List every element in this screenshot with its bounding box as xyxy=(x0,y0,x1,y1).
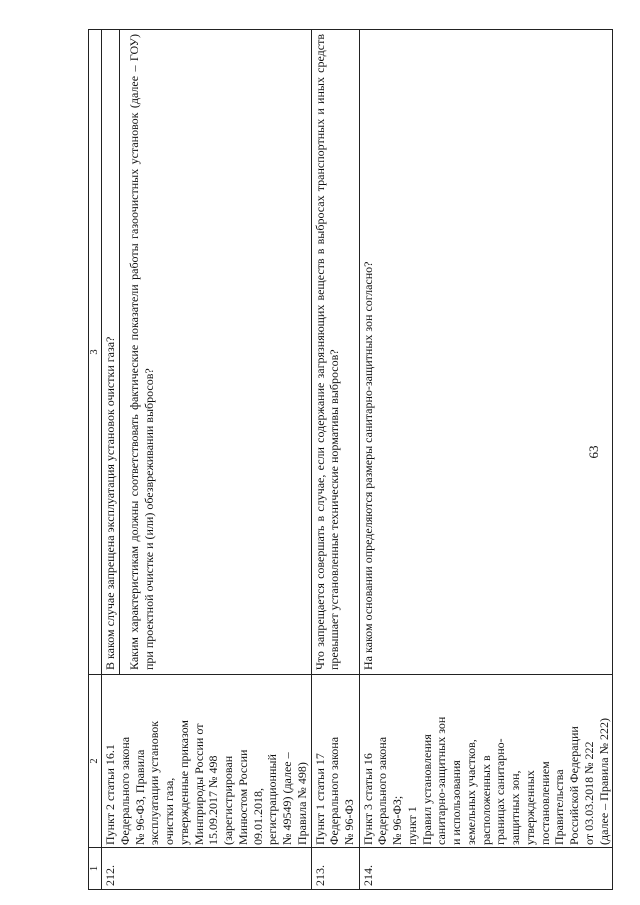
legal-basis-line: Федерального закона xyxy=(117,736,132,845)
legal-basis-line: 15.09.2017 № 498 xyxy=(206,755,221,845)
legal-basis-cell xyxy=(311,675,359,848)
question-cell xyxy=(359,30,613,675)
legal-basis-line: земельных участков, xyxy=(463,739,478,845)
header-cell-2: 2 xyxy=(89,675,102,848)
legal-basis-cell xyxy=(359,675,613,848)
legal-basis-line: границах санитарно- xyxy=(493,738,508,845)
row-number: 214. xyxy=(359,848,613,890)
legal-basis-line: Правительства xyxy=(552,769,567,845)
legal-basis-line: пункт 1 xyxy=(404,806,419,845)
legal-basis-line: Пункт 3 статьи 16 xyxy=(360,753,375,845)
legal-basis-line: Пункт 2 статьи 16.1 xyxy=(103,744,117,845)
question-text: В каком случае запрещена эксплуатация установок очистки газа? xyxy=(102,30,120,674)
table-row-214 xyxy=(359,30,613,890)
legal-basis-line: (далее – Правила № 222) xyxy=(596,717,611,845)
row-number: 213. xyxy=(311,848,359,890)
legal-basis-line: Правила № 498) xyxy=(294,762,309,845)
legal-basis-line: постановлением xyxy=(537,761,552,845)
legal-basis-line: Федерального закона xyxy=(327,736,342,845)
question-text: Каким характеристикам должны соответствовать фактические показатели работы газоочистных установок (далее – ГОУ) при проектной очистке и (или) обезвреживании выбросов? xyxy=(127,34,156,670)
table-header-row xyxy=(89,30,102,890)
legal-basis-line: санитарно-защитных зон xyxy=(434,716,449,845)
legal-basis-line: (зарегистрирован xyxy=(221,755,235,845)
question-text: На каком основании определяются размеры санитарно-защитных зон согласно? xyxy=(360,261,375,670)
table-row-212 xyxy=(102,30,312,890)
row-number: 212. xyxy=(102,848,312,890)
legal-basis-line: защитных зон, xyxy=(508,770,522,845)
legal-basis-line: от 03.03.2018 № 222 xyxy=(581,741,596,845)
legal-basis-line: утвержденных xyxy=(522,770,537,845)
legal-basis-line: № 96-ФЗ; xyxy=(390,795,404,845)
legal-basis-line: эксплуатации установок xyxy=(147,720,162,845)
page-number: 63 xyxy=(586,445,601,459)
legal-basis-line: № 96-ФЗ, Правила xyxy=(132,749,147,845)
legal-basis-line: Федерального закона xyxy=(375,736,390,845)
legal-basis-line: Российской Федерации xyxy=(567,726,581,845)
legal-basis-line: Минюстом России xyxy=(235,749,250,845)
question-cell xyxy=(311,30,359,675)
legal-basis-line: Правил установления xyxy=(419,734,434,845)
header-cell-3: 3 xyxy=(89,30,102,675)
legal-basis-line: очистки газа, xyxy=(162,777,176,845)
legal-basis-line: и использования xyxy=(449,760,463,845)
legal-basis-line: Пункт 1 статьи 17 xyxy=(312,753,327,845)
legal-basis-line: № 96-ФЗ xyxy=(342,799,356,845)
table-row-213 xyxy=(311,30,359,890)
legal-basis-line: регистрационный xyxy=(265,754,280,845)
legal-basis-line: 09.01.2018, xyxy=(250,788,265,845)
legal-basis-line: утвержденные приказом xyxy=(176,720,191,845)
legal-basis-cell xyxy=(102,675,312,848)
legal-basis-line: расположенных в xyxy=(478,755,493,845)
question-cell xyxy=(102,30,312,675)
header-cell-1: 1 xyxy=(89,848,102,890)
legal-basis-line: Минприроды России от xyxy=(191,723,206,845)
requirements-table xyxy=(88,29,613,890)
legal-basis-line: № 49549) (далее – xyxy=(280,752,294,845)
question-text: Что запрещается совершать в случае, если содержание загрязняющих веществ в выбросах транспортных и иных средств превышает установленные технические нормативы выбросов? xyxy=(312,34,342,670)
